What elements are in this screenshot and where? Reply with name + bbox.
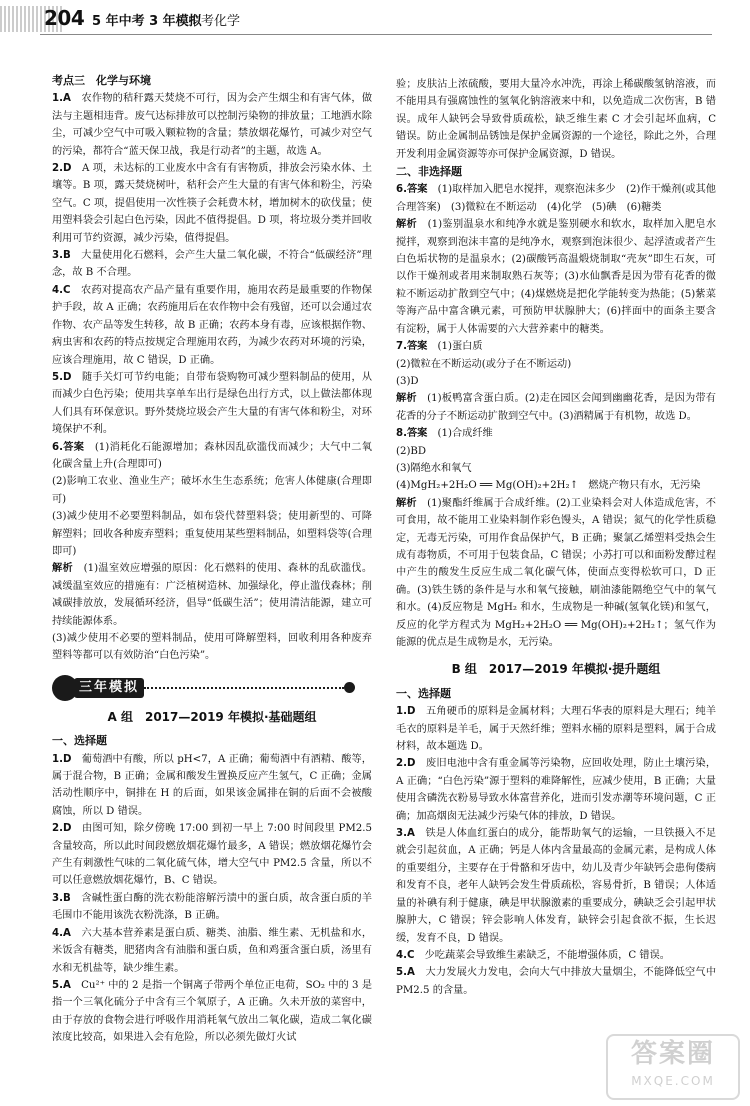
answer-text: 农作物的秸秆露天焚烧不可行，因为会产生烟尘和有害气体，做法与主题相违背。废气达标排放可以控制污染物的排放量；工地洒水除尘，可减少空气中可吸入颗粒物的含量；禁放烟花爆竹，可减少对空气的污染，都符合“蓝天保卫战，我是行动者”的主题，故选 A。 (52, 93, 373, 157)
book-subject: 中考化学 (188, 14, 241, 29)
answer-number: 解析 (396, 497, 428, 509)
part-title: 一、选择题 (396, 686, 451, 700)
answer-paragraph (52, 247, 372, 282)
answer-number: 5.A (396, 967, 426, 979)
left-column (52, 72, 372, 1047)
answer-paragraph (396, 703, 716, 755)
answer-text: (1)聚酯纤维属于合成纤维。(2)工业染料会对人体造成危害，不可食用，故不能用工业染料制作彩色馒头，A 错误；氮气的化学性质稳定，无毒无污染，可用作食品保护气，B 正确；聚氯乙烯塑料受热会生成有毒物质，不可用于包装食品，C 错误；小苏打可以和面粉发酵过程中产生的酸发生反应生成二氧化碳气体，使面点变得松软可口，D 正确。(3)铁生锈的条件是与水和氧气接触，刷油漆能隔绝空气中的氧气和水。(4)反应物是 MgH₂ 和水，生成物是一种碱(氢氧化镁)和氢气，反应的化学方程式为 MgH₂+2H₂O ══ Mg(OH)₂+2H₂↑；氢气作为能源的优点是生成物是水，无污染。 (396, 497, 716, 648)
answer-number: 2.D (396, 758, 426, 770)
answer-text: (1)蛋白质 (437, 341, 483, 353)
answer-number: 解析 (396, 393, 428, 405)
banner-label: 三年模拟 (74, 678, 144, 698)
answer-text: (1)取样加入肥皂水搅拌，观察泡沫多少 (2)作干燥剂(或其他合理答案) (3)微粒在不断运动 (4)化学 (5)碘 (6)糖类 (396, 184, 716, 213)
answer-number: 6.答案 (52, 441, 95, 453)
answer-paragraph (396, 373, 716, 390)
answer-text: (2)BD (396, 445, 427, 457)
answer-paragraph (52, 751, 372, 821)
answer-paragraph (396, 181, 716, 216)
book-series: 5 年中考 3 年模拟 (92, 14, 202, 29)
answer-paragraph (396, 460, 716, 477)
answer-number: 1.A (52, 93, 82, 105)
answer-text: (1)消耗化石能源增加；森林因乱砍滥伐而减少；大气中二氧化碳含量上升(合理即可) (52, 441, 372, 470)
answer-paragraph (396, 495, 716, 652)
answer-text: 大力发展火力发电，会向大气中排放大量烟尘，不能降低空气中 PM2.5 的含量。 (396, 967, 717, 996)
answer-paragraph (52, 560, 372, 630)
right-column (396, 76, 716, 999)
answer-number: 4.C (396, 949, 425, 961)
banner-line (144, 687, 344, 689)
answer-text: 六大基本营养素是蛋白质、糖类、油脂、维生素、无机盐和水，米饭含有糖类，肥猪肉含有油脂和蛋白质，鱼和鸡蛋含蛋白质，汤里有水和无机盐等，缺少维生素。 (52, 927, 373, 974)
watermark-text: 答案圈 (630, 1039, 715, 1069)
answer-paragraph (52, 977, 372, 1047)
answer-text: 少吃蔬菜会导致维生素缺乏，不能增强体质，C 错误。 (424, 949, 670, 961)
answer-paragraph (396, 390, 716, 425)
answer-number: 4.A (52, 927, 82, 939)
answer-number: 5.D (52, 371, 82, 383)
answer-text: (3)减少使用不必要的塑料制品，使用可降解塑料，回收利用各种废弃塑料等都可以有效防治“白色污染”。 (52, 633, 372, 662)
part-title: 二、非选择题 (396, 165, 462, 179)
left-answers (52, 90, 372, 664)
answer-text: 五角硬币的原料是金属材料；大理石华表的原料是大理石；纯羊毛衣的原料是羊毛，属于天然纤维；塑料水桶的原料是塑料，属于合成材料，故本题选 D。 (396, 706, 717, 753)
section-title: 考点三 化学与环境 (52, 74, 151, 87)
answer-paragraph (52, 508, 372, 560)
answer-number: 1.D (52, 753, 82, 765)
answer-number: 解析 (396, 219, 428, 231)
group-b-title: B 组 2017—2019 年模拟·提升题组 (451, 662, 661, 677)
answer-paragraph (396, 356, 716, 373)
answer-number: 5.A (52, 979, 82, 991)
answer-paragraph (396, 76, 716, 163)
answer-text: (1)板鸭富含蛋白质。(2)走在园区会闻到幽幽花香，是因为带有花香的分子不断运动扩散到空气中。(3)酒精属于有机物，故选 D。 (396, 393, 716, 422)
answer-paragraph (52, 439, 372, 474)
group-a-answers (52, 751, 372, 1047)
header-rule (40, 34, 712, 35)
watermark-url: MXQE.COM (631, 1074, 715, 1088)
answer-text: (2)影响工农业、渔业生产；破坏水生生态系统；危害人体健康(合理即可) (52, 476, 372, 505)
answer-paragraph (396, 964, 716, 999)
answer-paragraph (52, 630, 372, 665)
answer-number: 3.A (396, 828, 426, 840)
answer-paragraph (396, 825, 716, 947)
answer-text: 验；皮肤沾上浓硫酸，要用大量冷水冲洗，再涂上稀碳酸氢钠溶液，而不能用具有强腐蚀性的氢氧化钠溶液来中和，以免造成二次伤害，B 错误。成年人缺钙会导致骨质疏松，缺乏维生素 C 才会引起坏血病，C 错误。防止金属制品锈蚀是保护金属资源的一个途径，除此之外，合理开发利用金属资源等亦可保护金属资源，D 错误。 (396, 79, 716, 160)
answer-text: 由图可知，除夕傍晚 17:00 到初一早上 7:00 时间段里 PM2.5 含量较高，所以此时间段燃放烟花爆竹最多，A 错误；燃放烟花爆竹会产生有刺激性气味的二氧化硫气体，增大空气中 PM2.5 含量，所以不可以任意燃放烟花爆竹，B、C 错误。 (52, 823, 372, 887)
answer-number: 2.D (52, 823, 83, 835)
answer-number: 2.D (52, 163, 82, 175)
answer-paragraph (52, 473, 372, 508)
answer-text: A 项，未达标的工业废水中含有有害物质，排放会污染水体、土壤等。B 项，露天焚烧树叶，秸秆会产生大量的有害气体和粉尘，污染空气。C 项，提倡使用一次性筷子会耗费木材，增加树木的砍伐量；使用塑料袋会引起白色污染，因此不值得提倡。D 项，将垃圾分类并回收利用可节约资源，减少污染，值得提倡。 (52, 163, 373, 244)
part-title: 一、选择题 (52, 734, 107, 748)
answer-paragraph (52, 890, 372, 925)
answer-paragraph (396, 338, 716, 355)
answer-paragraph (396, 755, 716, 825)
group-b-answers (396, 703, 716, 999)
answer-text: Cu²⁺ 中的 2 是指一个铜离子带两个单位正电荷，SO₂ 中的 3 是指一个三氧化硫分子中含有三个氧原子，A 正确。久未开放的菜窖中，由于存放的食物会进行呼吸作用消耗氧气放出二氧化碳，造成二氧化碳浓度比较高，如果进入会有危险，所以必须先做灯火试 (52, 979, 373, 1044)
answer-paragraph (52, 282, 372, 369)
answer-text: 葡萄酒中有酸，所以 pH<7，A 正确；葡萄酒中有酒精、酸等，属于混合物，B 正确；金属和酸发生置换反应产生氢气，C 正确；金属活动性顺序中，铜排在 H 的后面，如果该金属排在铜的后面不会被酸腐蚀，所以 D 错误。 (52, 753, 372, 817)
answer-paragraph (396, 443, 716, 460)
answer-number: 3.B (52, 892, 82, 904)
page-number: 204 (44, 6, 85, 30)
answer-text: (3)D (396, 375, 419, 387)
answer-number: 解析 (52, 563, 84, 575)
answer-text: (1)温室效应增强的原因：化石燃料的使用、森林的乱砍滥伐。减缓温室效应的措施有：广泛植树造林、加强绿化，停止滥伐森林；削减碳排放放，发展循环经济，倡导“低碳生活”；使用清洁能源，建立可持续能源体系。 (52, 563, 373, 627)
answer-number: 4.C (52, 284, 82, 296)
answer-paragraph (52, 369, 372, 439)
answer-paragraph (52, 160, 372, 247)
page-header (0, 0, 750, 58)
answer-paragraph (396, 947, 716, 964)
watermark-logo (606, 1034, 740, 1100)
right-answers (396, 76, 716, 163)
answer-text: (1)鉴别温泉水和纯净水就是鉴别硬水和软水，取样加入肥皂水搅拌，观察到泡沫丰富的是纯净水，观察到泡沫很少、起浮渣或者产生白色垢状物的是温泉水；(2)碳酸钙高温煅烧制取“壳灰”即生石灰，可以作干燥剂或者用来制取熟石灰等；(3)水仙飘香是因为带有花香的微粒不断运动扩散到空气中；(4)煤燃烧是把化学能转变为热能；(5)紫菜等海产品中富含碘元素，可预防甲状腺肿大；(6)拌面中的面条主要含有淀粉，属于人体需要的六大营养素中的糖类。 (396, 219, 717, 335)
answer-text: (3)隔绝水和氧气 (396, 462, 472, 474)
three-year-banner (52, 675, 372, 701)
answer-text: (3)减少使用不必要塑料制品，如布袋代替塑料袋；使用新型的、可降解塑料；回收各种废弃塑料；重复使用某些塑料制品，如塑料袋等(合理即可) (52, 511, 372, 557)
answer-paragraph (396, 477, 716, 494)
answer-paragraph (396, 425, 716, 442)
answer-text: (1)合成纤维 (437, 428, 493, 440)
answer-number: 6.答案 (396, 184, 438, 196)
answer-text: (2)微粒在不断运动(或分子在不断运动) (396, 358, 572, 370)
answer-number: 7.答案 (396, 341, 438, 353)
banner-dot (344, 682, 355, 693)
answer-number: 1.D (396, 706, 426, 718)
answer-text: 农药对提高农产品产量有重要作用，施用农药是最重要的作物保护手段，故 A 正确；农药施用后在农作物中会有残留，还可以会通过农作物、农产品等发生转移，故 B 正确；农药本身有毒，应该根据作物、病虫害和农药的特点按规定合理施用农药，为减少农药对环境的污染，应该合理施用，故 C 错误，D 正确。 (52, 284, 372, 366)
answer-number: 3.B (52, 250, 82, 262)
answer-paragraph (52, 90, 372, 160)
answer-paragraph (52, 925, 372, 977)
nonchoice-answers (396, 181, 716, 651)
answer-text: 铁是人体血红蛋白的成分，能帮助氧气的运输，一旦铁摄入不足就会引起贫血，A 正确；钙是人体内含量最高的金属元素，是构成人体的重要组分，主要存在于骨骼和牙齿中，幼儿及青少年缺钙会患佝偻病和发育不良，老年人缺钙会发生骨质疏松，容易骨折，B 错误；人体适量的补碘有利于健康，碘是甲状腺激素的重要成分，碘缺乏会引起甲状腺肿大，C 错误；锌会影响人体发育，缺锌会引起食欲不振，生长迟缓，发育不良，D 错误。 (396, 828, 717, 944)
answer-text: 随手关灯可节约电能；自带布袋购物可减少塑料制品的使用，从而减少白色污染；使用共享单车出行是绿色出行方式，以上做法都体现人们具有环保意识。野外焚烧垃圾会产生大量的有害气体和粉尘，对环境保护不利。 (52, 371, 373, 436)
answer-paragraph (396, 216, 716, 338)
answer-paragraph (52, 820, 372, 890)
answer-text: 废旧电池中含有重金属等污染物，应回收处理，防止土壤污染，A 正确；“白色污染”源于塑料的难降解性，应减少使用，B 正确；大量使用含磷洗衣粉易导致水体富营养化，进而引发赤潮等环境问题，C 正确；加高烟囱无法减少污染气体的排放，D 错误。 (396, 758, 717, 822)
answer-text: (4)MgH₂+2H₂O ══ Mg(OH)₂+2H₂↑ 燃烧产物只有水，无污染 (396, 480, 701, 492)
group-a-title: A 组 2017—2019 年模拟·基础题组 (107, 709, 317, 724)
answer-text: 大量使用化石燃料，会产生大量二氧化碳，不符合“低碳经济”理念，故 B 不合理。 (52, 250, 372, 279)
answer-number: 8.答案 (396, 428, 438, 440)
answer-text: 含碱性蛋白酶的洗衣粉能溶解污渍中的蛋白质，故含蛋白质的羊毛围巾不能用该洗衣粉洗涤，B 正确。 (52, 892, 373, 922)
